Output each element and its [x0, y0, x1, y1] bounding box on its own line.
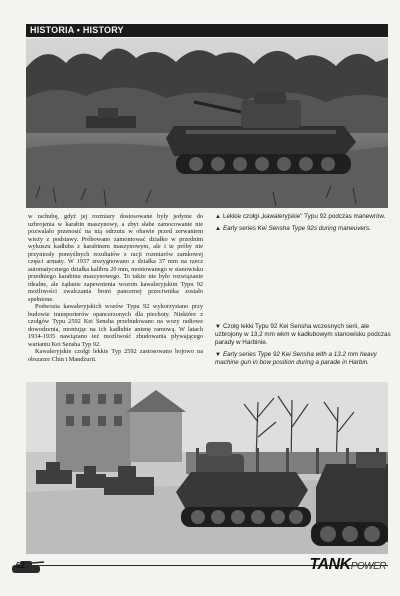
section-label: HISTORIA • HISTORY [30, 25, 124, 35]
triangle-down-icon: ▼ [215, 324, 221, 330]
tank-silhouette-icon [6, 559, 46, 575]
caption-bottom [215, 323, 391, 371]
page-number: 62 [16, 561, 25, 570]
photo-tanks-maneuvers [26, 38, 388, 208]
photo-tanks-parade-image [26, 382, 388, 554]
caption-top [215, 213, 391, 237]
caption-bottom-pl: Czołg lekki Typu 92 Kei Sensha wczesnych serii, ale uzbrojony w 13,2 mm wkm w kadłubowym stanowisku podczas parady w Harbinie. [215, 323, 391, 346]
page-footer [0, 556, 400, 596]
triangle-up-icon: ▲ [215, 214, 221, 220]
logo-sub: POWER [350, 561, 386, 572]
paragraph: w rachubę, gdyż jej rozmiary dostosowane były jedynie do uzbrojenia w karabin maszynowy, a zbyt słabe zamocowanie nie pozwalało przenosić na nią odrzutu w obawie przed zerwaniem wieży z podstawy. Próbowano zamontować działko w przednim wykuszu kadłuba z karabinem maszynowym, ale i te próby nie przyniosły pomyślnych rezultatów z racji rozmiarów zamkowej części armaty. W 1937 zrezygnowano z działka 37 mm na rzecz automatycznego działka kalibru 20 mm, montowanego w stanowisku przedniego karabinu maszynowego. To także nie było rozwiązanie idealne, ale żądanie zapewnienia wozom kawaleryjskim Typu 92 możliwości zwalczania broni pancernej przeciwnika zostało spełnione. [28, 213, 203, 303]
caption-top-en: Early series Kei Sensha Type 92s during maneuvers. [222, 225, 371, 232]
caption-top-pl: Lekkie czołgi „kawaleryjskie" Typu 92 podczas manewrów. [222, 213, 386, 220]
photo-tanks-parade [26, 382, 388, 554]
photo-tanks-maneuvers-image [26, 38, 388, 208]
article-body [28, 213, 203, 363]
triangle-up-icon: ▲ [215, 226, 221, 232]
paragraph: Podwozia kawaleryjskich wozów Typu 92 wykorzystano przy budowie transporterów opancerzonych dla piechoty. Niektóre z czołgów Typu 2592 Kei Sensha przebudowano na wozy radiowe dowodzenia, montując na ich kadłubie antenę ramową. W latach 1934-1935 nawiązano też możliwość zbudowania pływającego wariantu Kei Sensha Typ 92. [28, 303, 203, 348]
logo-main: TANK [309, 556, 351, 573]
triangle-down-icon: ▼ [215, 352, 221, 358]
paragraph: Kawaleryjskie czołgi lekkie Typ 2592 zastosowano bojowo na obszarze Chin i Mandżurii. [28, 348, 203, 363]
tankpower-logo [309, 556, 386, 574]
section-header [26, 24, 388, 37]
caption-bottom-en: Early series Type 92 Kei Sensha with a 13.2 mm heavy machine gun in bow position during a parade in Harbin. [215, 351, 377, 366]
